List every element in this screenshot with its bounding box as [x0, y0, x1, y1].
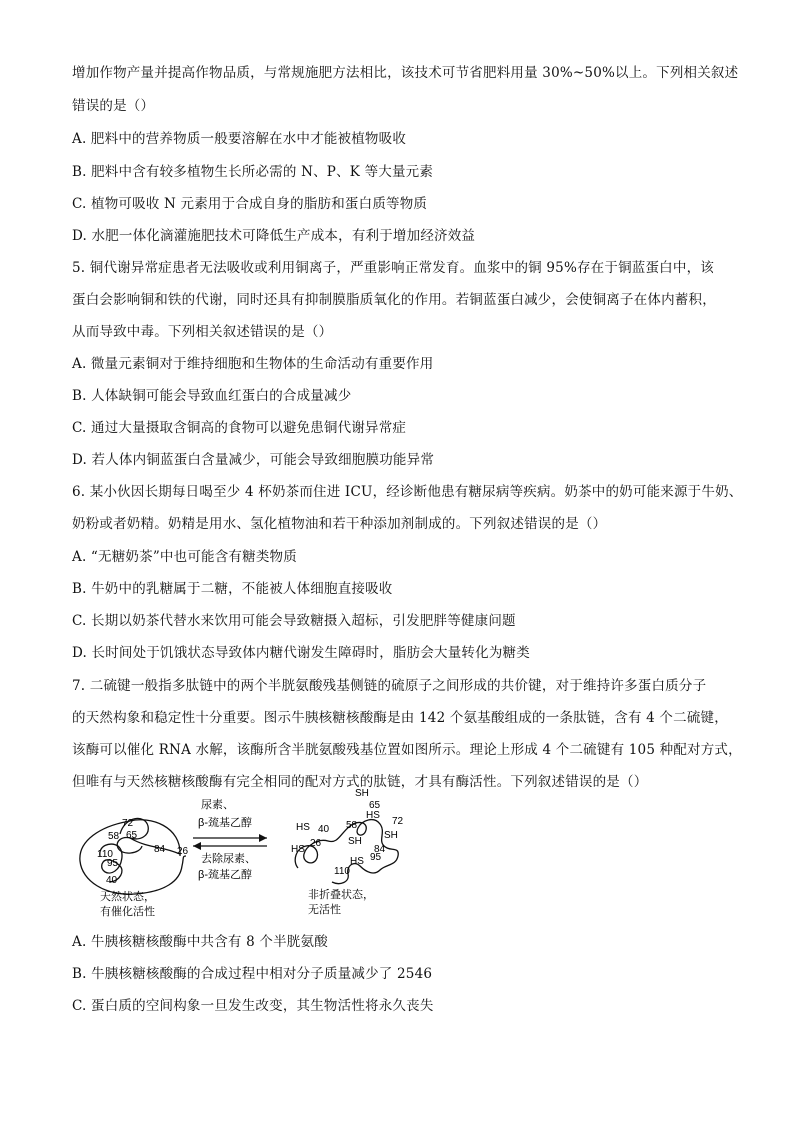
- left-label-26: 26: [177, 846, 189, 857]
- q6-option-c: C. 长期以奶茶代替水来饮用可能会导致糖摄入超标，引发肥胖等健康问题: [72, 613, 516, 629]
- right-label-58: 58: [346, 820, 358, 831]
- right-label-84: 84: [374, 844, 386, 855]
- left-label-95: 95: [107, 858, 119, 869]
- q5-option-b: B. 人体缺铜可能会导致血红蛋白的合成量减少: [72, 388, 352, 404]
- right-label-sh-mid: SH: [348, 836, 362, 847]
- q6-stem-line1: 6. 某小伙因长期每日喝至少 4 杯奶茶而住进 ICU，经诊断他患有糖尿病等疾病。奶茶中的奶可能来源于牛奶、: [72, 484, 743, 500]
- right-label-sh-top: SH: [355, 788, 369, 799]
- arrow-bottom-label-1: 去除尿素、: [201, 853, 256, 865]
- right-label-hs-c: HS: [291, 844, 305, 855]
- left-label-72: 72: [122, 818, 134, 829]
- q7-stem-line1: 7. 二硫键一般指多肽链中的两个半胱氨酸残基侧链的硫原子之间形成的共价键，对于维持许多蛋白质分子: [72, 678, 707, 694]
- q4-option-a: A. 肥料中的营养物质一般要溶解在水中才能被植物吸收: [72, 131, 407, 147]
- right-label-hs-b: HS: [296, 822, 310, 833]
- q7-option-c: C. 蛋白质的空间构象一旦发生改变，其生物活性将永久丧失: [72, 998, 434, 1014]
- right-label-sh-right: SH: [384, 830, 398, 841]
- left-caption-1: 天然状态，: [100, 891, 155, 903]
- right-label-72: 72: [392, 816, 404, 827]
- right-caption-2: 无活性: [308, 904, 341, 916]
- q6-option-b: B. 牛奶中的乳糖属于二糖，不能被人体细胞直接吸收: [72, 581, 393, 597]
- left-label-65: 65: [126, 830, 138, 841]
- q6-option-d: D. 长时间处于饥饿状态导致体内糖代谢发生障碍时，脂肪会大量转化为糖类: [72, 645, 530, 661]
- q7-stem-line4: 但唯有与天然核糖核酸酶有完全相同的配对方式的肽链，才具有酶活性。下列叙述错误的是（）: [72, 774, 648, 790]
- left-label-110: 110: [97, 849, 113, 860]
- right-label-110: 110: [334, 866, 350, 877]
- ribonuclease-folding-figure: [70, 786, 430, 926]
- arrow-top-label-1: 尿素、: [201, 799, 234, 811]
- q5-option-c: C. 通过大量摄取含铜高的食物可以避免患铜代谢异常症: [72, 420, 407, 436]
- right-label-65: 65: [369, 800, 381, 811]
- arrow-top-label-2: β-巯基乙醇: [198, 817, 252, 829]
- q5-stem-line2: 蛋白会影响铜和铁的代谢，同时还具有抑制膜脂质氧化的作用。若铜蓝蛋白减少，会使铜离子在体内蓄积，: [72, 292, 716, 308]
- right-caption-1: 非折叠状态，: [308, 889, 374, 901]
- q4-stem-line2: 错误的是（）: [72, 98, 155, 114]
- q7-stem-line3: 该酶可以催化 RNA 水解，该酶所含半胱氨酸残基位置如图所示。理论上形成 4 个二硫键有 105 种配对方式，: [72, 742, 742, 758]
- q5-option-d: D. 若人体内铜蓝蛋白含量减少，可能会导致细胞膜功能异常: [72, 452, 435, 468]
- arrow-bottom-label-2: β-巯基乙醇: [198, 869, 252, 881]
- q7-option-a: A. 牛胰核糖核酸酶中共含有 8 个半胱氨酸: [72, 934, 328, 950]
- right-label-40: 40: [318, 824, 330, 835]
- q4-stem-line1: 增加作物产量并提高作物品质，与常规施肥方法相比，该技术可节省肥料用量 30%~50%以上。下列相关叙述: [72, 65, 739, 81]
- right-label-26: 26: [310, 838, 322, 849]
- q7-option-b: B. 牛胰核糖核酸酶的合成过程中相对分子质量减少了 2546: [72, 966, 433, 982]
- q6-stem-line2: 奶粉或者奶精。奶精是用水、氢化植物油和若干种添加剂制成的。下列叙述错误的是（）: [72, 516, 607, 532]
- q4-option-b: B. 肥料中含有较多植物生长所必需的 N、P、K 等大量元素: [72, 164, 434, 180]
- left-label-58: 58: [108, 831, 120, 842]
- right-label-95: 95: [370, 852, 382, 863]
- q4-option-d: D. 水肥一体化滴灌施肥技术可降低生产成本，有利于增加经济效益: [72, 228, 476, 244]
- left-label-40: 40: [106, 875, 118, 886]
- left-caption-2: 有催化活性: [100, 906, 155, 918]
- q4-option-c: C. 植物可吸收 N 元素用于合成自身的脂肪和蛋白质等物质: [72, 196, 428, 212]
- q5-stem-line3: 从而导致中毒。下列相关叙述错误的是（）: [72, 324, 333, 340]
- q7-stem-line2: 的天然构象和稳定性十分重要。图示牛胰核糖核酸酶是由 142 个氨基酸组成的一条肽链，含有 4 个二硫键，: [72, 710, 728, 726]
- right-label-hs-d: HS: [350, 856, 364, 867]
- q5-stem-line1: 5. 铜代谢异常症患者无法吸收或利用铜离子，严重影响正常发育。血浆中的铜 95%存在于铜蓝蛋白中，该: [72, 260, 714, 276]
- q5-option-a: A. 微量元素铜对于维持细胞和生物体的生命活动有重要作用: [72, 356, 434, 372]
- q6-option-a: A. “无糖奶茶”中也可能含有糖类物质: [72, 549, 297, 565]
- right-label-hs-a: HS: [366, 810, 380, 821]
- left-label-84: 84: [154, 844, 166, 855]
